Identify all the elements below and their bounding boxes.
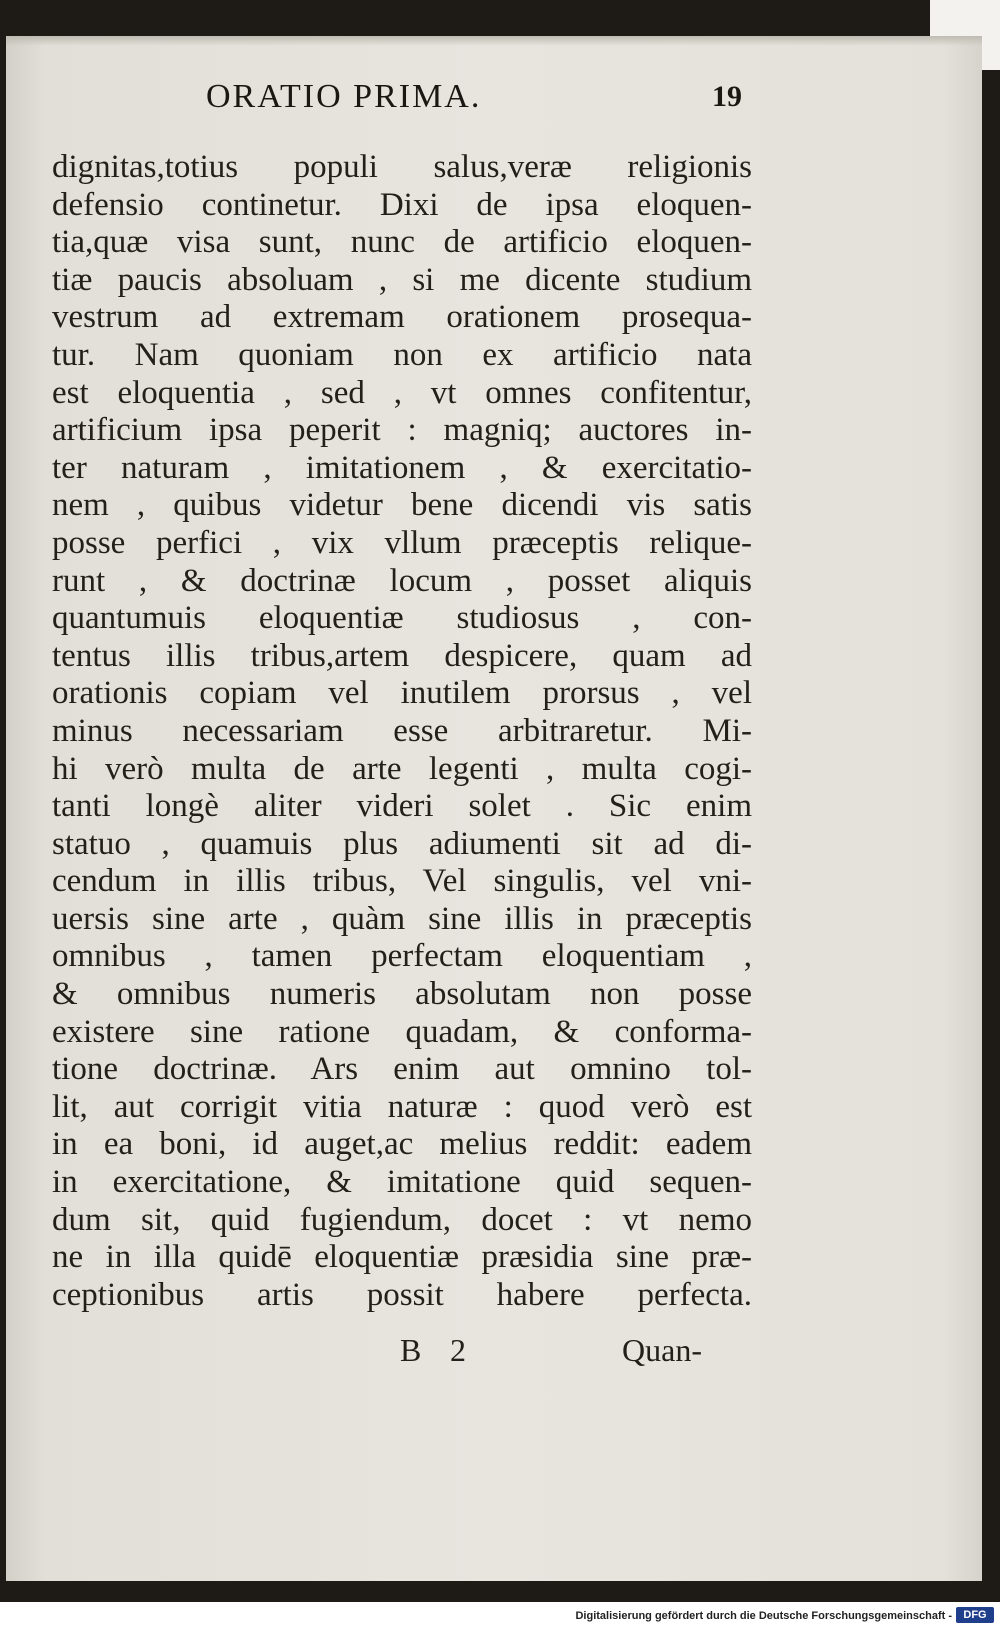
signature-mark: B <box>400 1332 422 1368</box>
text-line: ne in illa quidē eloquentiæ præsidia sine præ- <box>52 1239 752 1276</box>
text-line: nem , quibus videtur bene dicendi vis satis <box>52 487 752 524</box>
text-line: orationis copiam vel inutilem prorsus , vel <box>52 675 752 712</box>
text-line: est eloquentia , sed , vt omnes confitentur, <box>52 374 752 411</box>
text-line: uersis sine arte , quàm sine illis in præceptis <box>52 900 752 937</box>
text-line: ceptionibus artis possit habere perfecta. <box>52 1276 752 1313</box>
text-line: tia,quæ visa sunt, nunc de artificio eloquen- <box>52 224 752 261</box>
text-line: quantumuis eloquentiæ studiosus , con- <box>52 600 752 637</box>
running-head: ORATIO PRIMA. <box>206 78 482 115</box>
text-line: ter naturam , imitationem , & exercitatio- <box>52 449 752 486</box>
text-line: dignitas,totius populi salus,veræ religionis <box>52 149 752 185</box>
text-line: defensio continetur. Dixi de ipsa eloquen- <box>52 186 752 223</box>
text-line: minus necessariam esse arbitraretur. Mi- <box>52 712 752 749</box>
page-number: 19 <box>712 80 742 113</box>
text-line: lit, aut corrigit vitia naturæ : quod verò est <box>52 1088 752 1125</box>
text-line: vestrum ad extremam orationem prosequa- <box>52 299 752 336</box>
text-line: in ea boni, id auget,ac melius reddit: eadem <box>52 1126 752 1163</box>
text-line: dum sit, quid fugiendum, docet : vt nemo <box>52 1201 752 1238</box>
page-edge-shadow <box>6 36 982 46</box>
text-line: cendum in illis tribus, Vel singulis, vel vni- <box>52 863 752 900</box>
text-line: in exercitatione, & imitatione quid sequen- <box>52 1164 752 1201</box>
text-line: runt , & doctrinæ locum , posset aliquis <box>52 562 752 599</box>
dfg-logo: DFG <box>956 1607 994 1623</box>
signature-number: 2 <box>450 1332 466 1368</box>
body-text <box>52 149 752 1314</box>
footer-bar <box>0 1602 1000 1626</box>
text-line: tanti longè aliter videri solet . Sic enim <box>52 788 752 825</box>
text-line: tur. Nam quoniam non ex artificio nata <box>52 336 752 373</box>
text-line: statuo , quamuis plus adiumenti sit ad di- <box>52 825 752 862</box>
text-line: hi verò multa de arte legenti , multa cogi- <box>52 750 752 787</box>
text-line: tiæ paucis absoluam , si me dicente studium <box>52 261 752 298</box>
text-line: & omnibus numeris absolutam non posse <box>52 976 752 1013</box>
text-line: omnibus , tamen perfectam eloquentiam , <box>52 938 752 975</box>
footer-credit: Digitalisierung gefördert durch die Deutsche Forschungsgemeinschaft - <box>575 1610 952 1622</box>
text-line: posse perfici , vix vllum præceptis relique- <box>52 524 752 561</box>
text-line: tione doctrinæ. Ars enim aut omnino tol- <box>52 1051 752 1088</box>
text-line: existere sine ratione quadam, & conforma- <box>52 1013 752 1050</box>
catchword: Quan- <box>622 1332 702 1368</box>
text-line: artificium ipsa peperit : magniq; auctores in- <box>52 412 752 449</box>
text-line: tentus illis tribus,artem despicere, quam ad <box>52 637 752 674</box>
